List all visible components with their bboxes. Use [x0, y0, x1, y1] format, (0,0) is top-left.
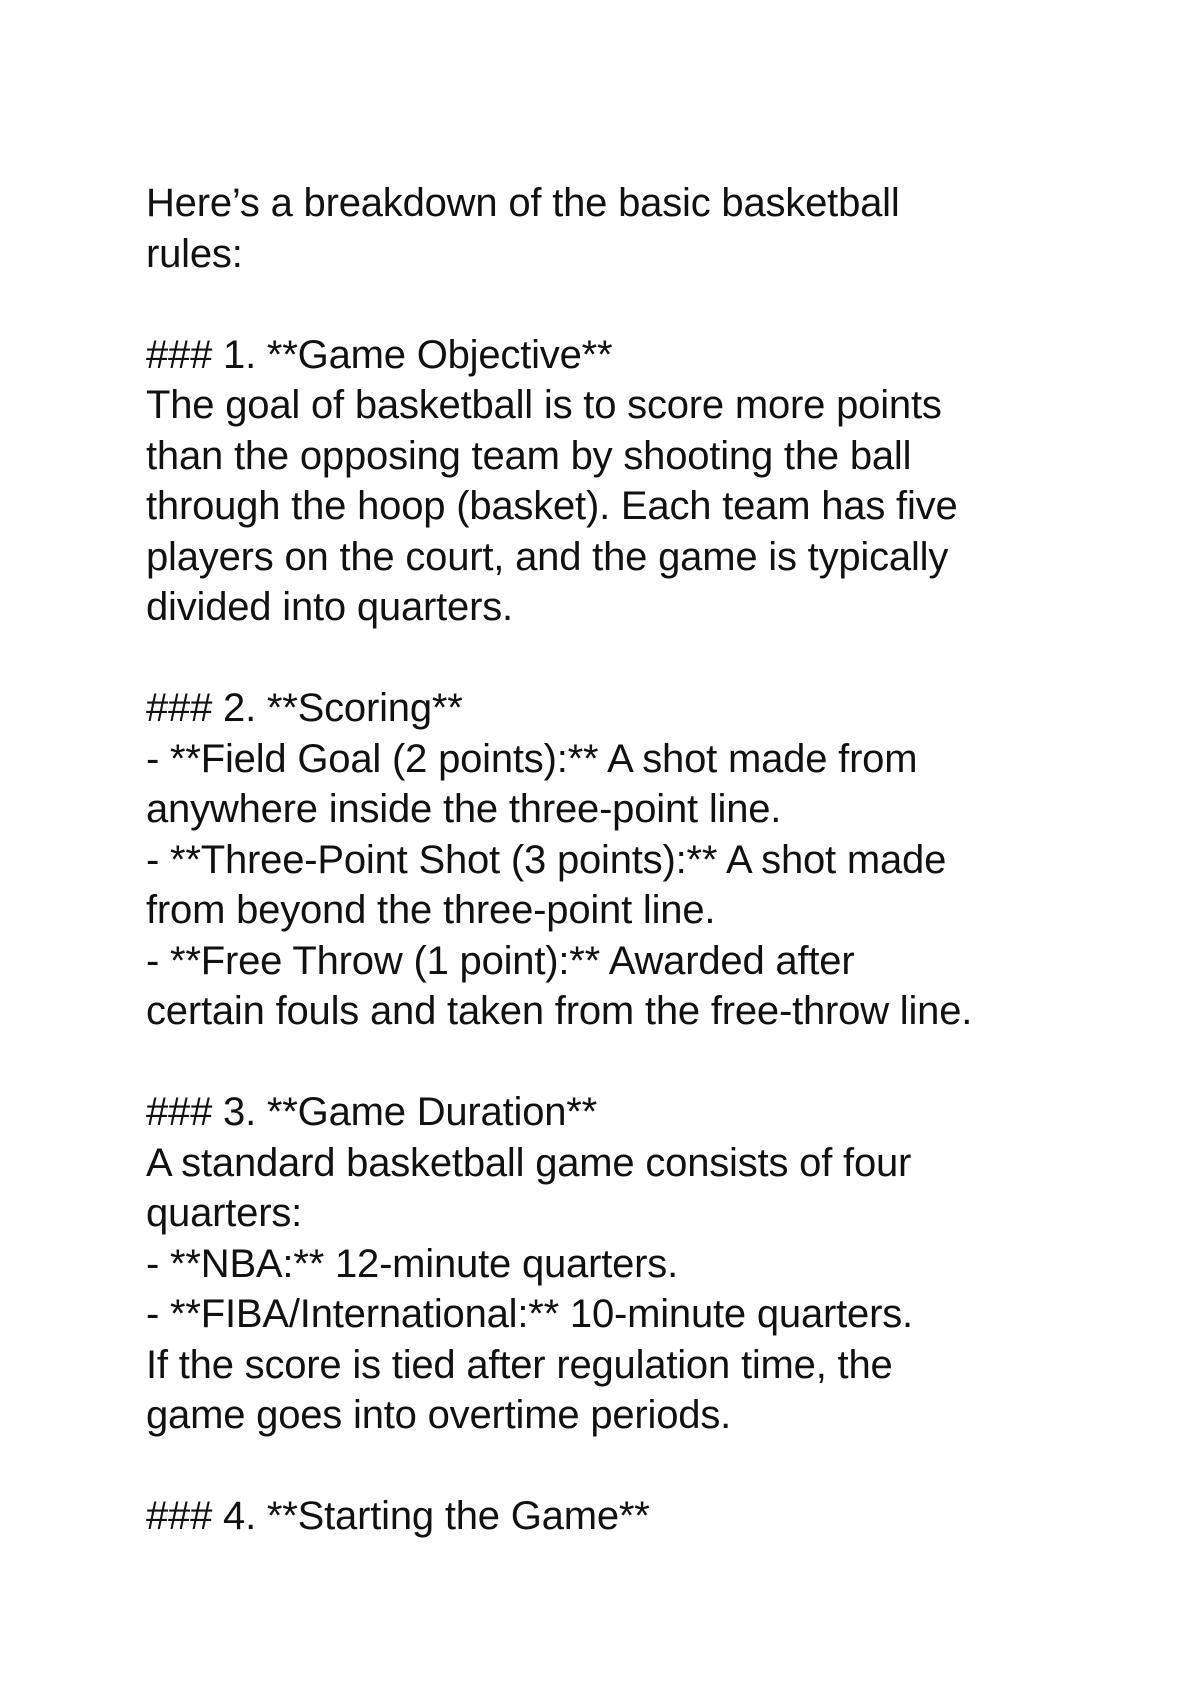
- intro-line: rules:: [146, 231, 243, 276]
- spacer: [146, 279, 1106, 330]
- section-heading: ### 3. **Game Duration**: [146, 1090, 598, 1134]
- document-page: [146, 178, 1106, 1542]
- section-game-duration: [146, 1087, 1106, 1441]
- section-heading: ### 1. **Game Objective**: [146, 332, 613, 377]
- section-scoring: [146, 683, 1106, 1037]
- body-line: If the score is tied after regulation time, the: [146, 1342, 893, 1387]
- body-line: divided into quarters.: [146, 585, 513, 629]
- body-line: certain fouls and taken from the free-throw line.: [146, 989, 973, 1033]
- intro-line: Here’s a breakdown of the basic basketball: [146, 181, 900, 225]
- section-heading: ### 4. **Starting the Game**: [146, 1494, 650, 1538]
- body-line: - **NBA:** 12-minute quarters.: [146, 1241, 679, 1286]
- body-line: than the opposing team by shooting the ball: [146, 433, 912, 478]
- section-heading: ### 2. **Scoring**: [146, 686, 463, 730]
- body-line: - **Free Throw (1 point):** Awarded after: [146, 938, 855, 983]
- spacer: [146, 1441, 1106, 1492]
- body-line: from beyond the three-point line.: [146, 888, 716, 932]
- body-line: players on the court, and the game is typically: [146, 534, 949, 579]
- body-line: The goal of basketball is to score more points: [146, 383, 942, 427]
- body-line: through the hoop (basket). Each team has five: [146, 484, 958, 528]
- body-line: anywhere inside the three-point line.: [146, 787, 782, 831]
- body-line: game goes into overtime periods.: [146, 1393, 732, 1437]
- section-starting-the-game: [146, 1491, 1106, 1542]
- body-line: - **FIBA/International:** 10-minute quarters.: [146, 1292, 913, 1336]
- spacer: [146, 633, 1106, 684]
- body-line: quarters:: [146, 1191, 303, 1235]
- body-line: A standard basketball game consists of four: [146, 1140, 912, 1185]
- intro-paragraph: [146, 178, 1106, 279]
- section-game-objective: [146, 330, 1106, 633]
- body-line: - **Field Goal (2 points):** A shot made from: [146, 736, 918, 781]
- body-line: - **Three-Point Shot (3 points):** A shot made: [146, 837, 947, 882]
- spacer: [146, 1037, 1106, 1088]
